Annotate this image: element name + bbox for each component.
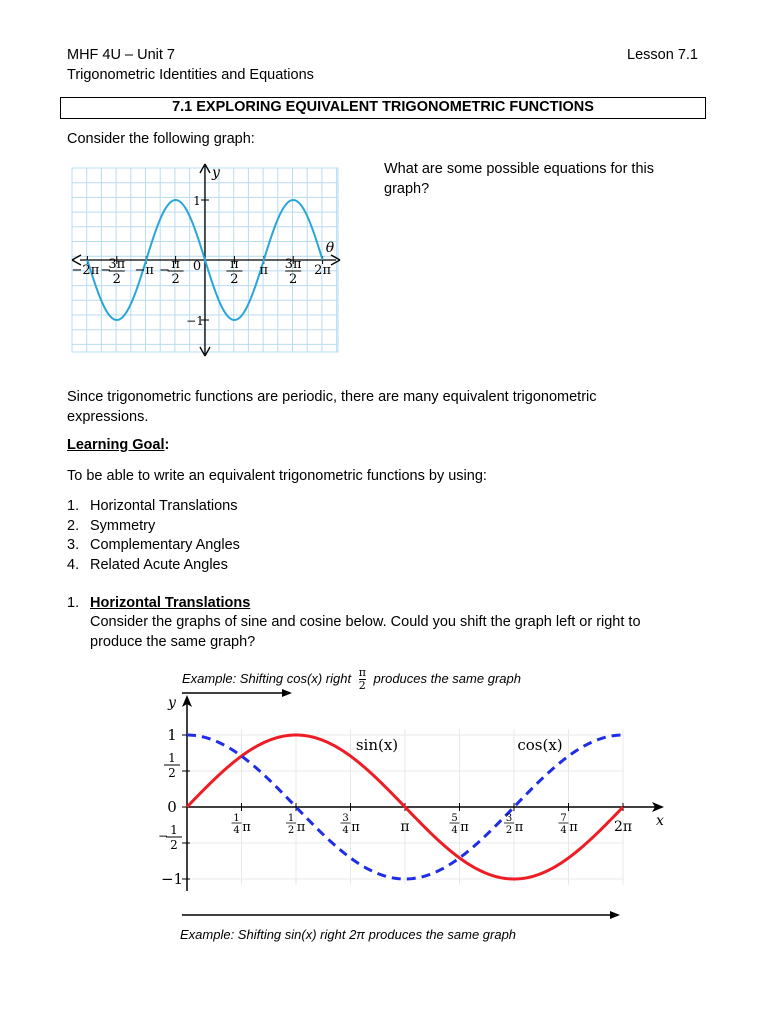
- x-tick-label: [226, 257, 242, 287]
- section1-number: 1.: [67, 595, 80, 611]
- sin-label: sin(x): [355, 736, 399, 754]
- tick-pi: π: [569, 820, 578, 835]
- tick-denominator: 2: [168, 766, 176, 780]
- tick-denominator: 4: [560, 825, 567, 836]
- tick-denominator: 2: [230, 272, 239, 287]
- tick-numerator: 1: [287, 813, 295, 824]
- graph2-labels: [158, 695, 664, 888]
- shift-arrow-bottom-head: [610, 911, 620, 919]
- list-label: Related Acute Angles: [90, 556, 228, 573]
- tick-denominator: 2: [171, 272, 180, 287]
- list-item: [67, 516, 240, 536]
- y-tick-label: 0: [167, 798, 177, 816]
- y-tick-label: −1: [186, 314, 204, 328]
- learning-goal-colon: :: [164, 437, 170, 453]
- course-label: MHF 4U – Unit 7: [67, 47, 175, 63]
- tick-denominator: 4: [451, 825, 458, 836]
- list-label: Horizontal Translations: [90, 498, 238, 514]
- section1-title: Horizontal Translations: [90, 595, 251, 611]
- lesson-label: Lesson 7.1: [627, 47, 698, 63]
- graph2-axes: [182, 695, 664, 891]
- tick-prefix: −: [100, 263, 112, 278]
- tick-numerator: π: [230, 257, 239, 272]
- list-num: 2.: [67, 517, 80, 534]
- cos-label: cos(x): [517, 736, 563, 754]
- y-axis-label: y: [212, 165, 220, 181]
- x-tick-label: −2π: [71, 263, 100, 278]
- pi-over-two-fraction: $\frac{\pi}{2}$: [358, 666, 366, 692]
- tick-denominator: 2: [170, 838, 178, 852]
- goal-list: [67, 496, 240, 574]
- graph-negative-sine: [64, 160, 342, 356]
- tick-pi: π: [514, 820, 524, 835]
- intro-text: Consider the following graph:: [67, 131, 255, 147]
- list-label: Complementary Angles: [90, 537, 240, 553]
- y-tick-label: −1: [160, 870, 184, 888]
- tick-denominator: 4: [342, 825, 349, 836]
- tick-numerator: 3π: [284, 257, 302, 272]
- tick-numerator: 5: [451, 813, 458, 824]
- tick-denominator: 2: [289, 272, 298, 287]
- tick-denominator: 2: [112, 272, 121, 287]
- learning-goal-label: Learning Goal: [67, 437, 165, 453]
- list-num: 1.: [67, 498, 80, 514]
- list-item: [67, 496, 240, 516]
- x-axis-label: θ: [325, 240, 335, 256]
- x-tick-label: [285, 257, 302, 287]
- x-tick-label: 2π: [613, 819, 633, 835]
- tick-pi: π: [242, 820, 251, 835]
- x-axis-label: x: [656, 813, 664, 829]
- y-tick-label: 1: [167, 726, 177, 744]
- tick-pi: π: [460, 820, 469, 835]
- page-title: 7.1 EXPLORING EQUIVALENT TRIGONOMETRIC FUNCTIONS: [60, 97, 706, 119]
- tick-denominator: 4: [233, 825, 240, 836]
- graph-sine-cosine: [157, 655, 680, 925]
- tick-denominator: 2: [287, 825, 295, 836]
- tick-numerator: 3: [505, 813, 513, 824]
- list-item: [67, 535, 240, 555]
- shift-arrow-top-head: [282, 689, 292, 697]
- y-tick-label: [164, 751, 180, 780]
- example-bottom: Example: Shifting sin(x) right 2π produces the same graph: [180, 927, 517, 942]
- list-item: [67, 555, 240, 575]
- tick-denominator: 2: [505, 825, 513, 836]
- list-num: 4.: [67, 556, 80, 573]
- unit-title: Trigonometric Identities and Equations: [67, 67, 314, 83]
- tick-prefix: −: [159, 263, 171, 278]
- y-tick-label: 1: [193, 194, 201, 208]
- tick-pi: π: [351, 820, 360, 835]
- y-axis-label: y: [168, 695, 176, 711]
- example-top-before: Example: Shifting cos(x) right: [182, 670, 355, 686]
- tick-numerator: 7: [560, 813, 567, 824]
- x-tick-label: π: [259, 263, 269, 278]
- periodic-note: Since trigonometric functions are periodic, there are many equivalent trigonometric expressions.: [67, 389, 597, 425]
- section1-body: Consider the graphs of sine and cosine below. Could you shift the graph left or right to produce the same graph?: [90, 614, 641, 650]
- x-tick-label: π: [400, 819, 410, 835]
- x-tick-label: 0: [192, 259, 202, 274]
- list-label: Symmetry: [90, 517, 156, 534]
- learning-goal-text: To be able to write an equivalent trigonometric functions by using:: [67, 468, 487, 484]
- list-num: 3.: [67, 537, 80, 553]
- tick-prefix: −: [157, 829, 169, 843]
- x-tick-label: [159, 257, 183, 287]
- tick-pi: π: [296, 820, 306, 835]
- question-text: What are some possible equations for this graph?: [384, 161, 654, 197]
- tick-numerator: π: [171, 257, 180, 272]
- example-top-after: produces the same graph: [369, 670, 521, 686]
- tick-numerator: 1: [233, 813, 240, 824]
- x-tick-label: [100, 257, 125, 287]
- tick-numerator: 3π: [108, 257, 126, 272]
- tick-numerator: 3: [342, 813, 349, 824]
- tick-numerator: 1: [170, 823, 178, 837]
- x-tick-label: −π: [134, 263, 154, 278]
- tick-numerator: 1: [168, 751, 176, 765]
- header-left: [67, 45, 314, 85]
- y-tick-label: [158, 823, 182, 852]
- x-tick-label: 2π: [314, 263, 332, 278]
- learning-goal-heading: [67, 437, 169, 453]
- graph1-tick-labels: [72, 165, 335, 328]
